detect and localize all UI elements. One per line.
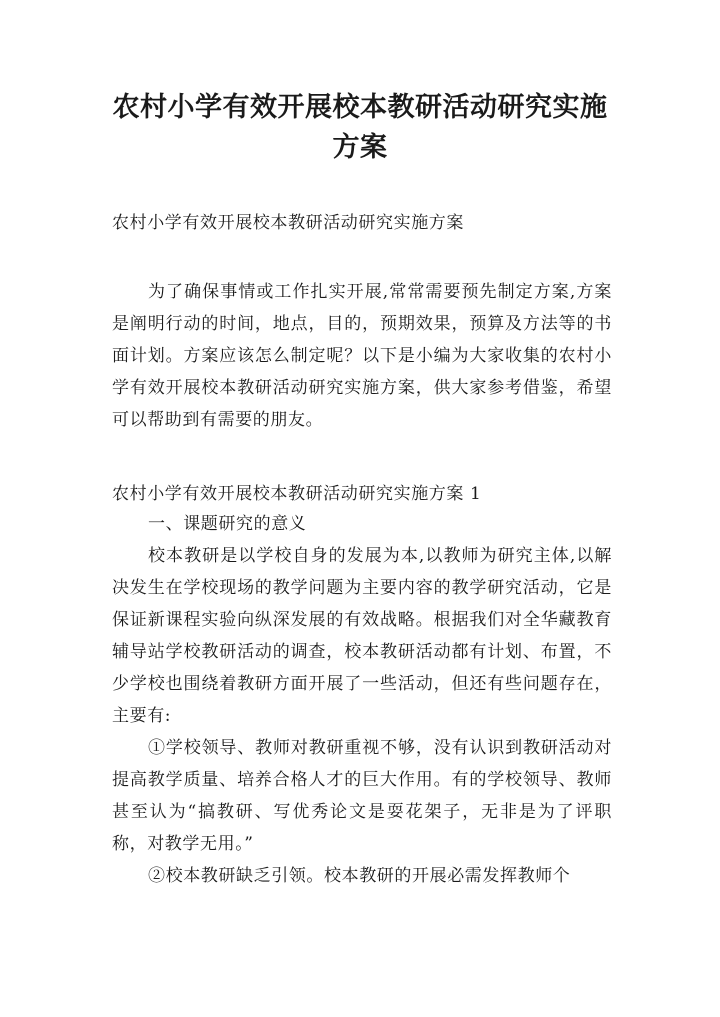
paragraph-body: 校本教研是以学校自身的发展为本,以教师为研究主体,以解决发生在学校现场的教学问题为主要内容的教学研究活动，它是保证新课程实验向纵深发展的有效战略。根据我们对全华藏教育辅导站学校教研活动的调查，校本教研活动都有计划、布置，不少学校也围绕着教研方面开展了一些活动，但还有些问题存在，主要有: xyxy=(112,546,612,726)
paragraph-body: ①学校领导、教师对教研重视不够，没有认识到教研活动对提高教学质量、培养合格人才的巨大作用。有的学校领导、教师甚至认为“搞教研、写优秀论文是耍花架子，无非是为了评职称，对教学无用。” xyxy=(112,738,612,854)
paragraph-heading-significance: 一、课题研究的意义 xyxy=(148,514,307,534)
section-heading: 农村小学有效开展校本教研活动研究实施方案 1 xyxy=(112,484,482,504)
title-line-2: 方案 xyxy=(332,132,388,163)
title-line-1: 农村小学有效开展校本教研活动研究实施 xyxy=(112,92,608,123)
document-subtitle: 农村小学有效开展校本教研活动研究实施方案 xyxy=(112,213,464,233)
page-title xyxy=(100,88,620,168)
body-content xyxy=(112,508,612,892)
intro-paragraph: 为了确保事情或工作扎实开展,常常需要预先制定方案,方案是阐明行动的时间，地点，目的，预期效果，预算及方法等的书面计划。方案应该怎么制定呢？以下是小编为大家收集的农村小学有效开展校本教研活动研究实施方案，供大家参考借鉴，希望可以帮助到有需要的朋友。 xyxy=(112,282,612,430)
paragraph-body: ②校本教研缺乏引领。校本教研的开展必需发挥教师个 xyxy=(148,866,571,886)
